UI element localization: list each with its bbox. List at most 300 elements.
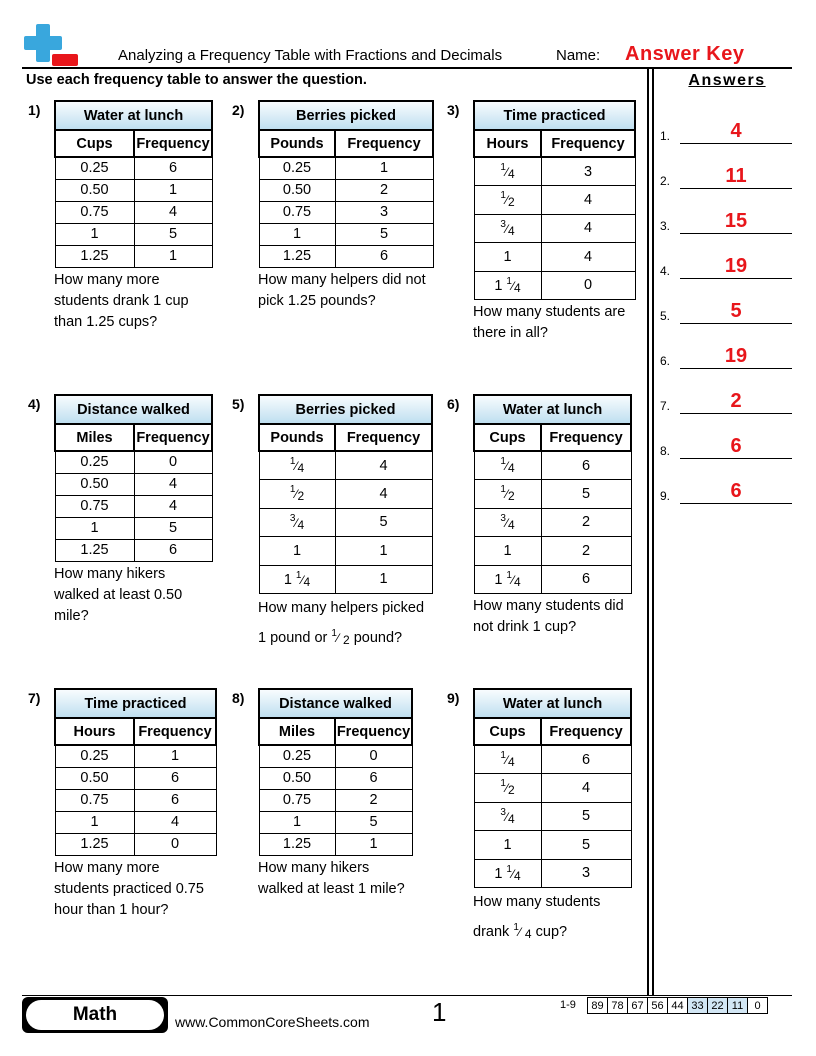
subject-label: Math xyxy=(26,1000,164,1030)
column-header: Frequency xyxy=(134,130,212,157)
whole-number: 1 xyxy=(292,542,302,559)
value-cell: 0.50 xyxy=(55,179,134,201)
frequency-cell: 1 xyxy=(335,537,432,566)
value-cell: $^1⁄_2$ xyxy=(259,480,335,509)
score-cell: 11 xyxy=(728,998,748,1014)
answer-blank-line xyxy=(680,188,792,189)
value-cell: 0.25 xyxy=(55,745,134,767)
fraction-numerator: 3 xyxy=(500,512,506,524)
fraction-numerator: 1 xyxy=(506,569,512,581)
answer-blank-line xyxy=(680,413,792,414)
problem-7 xyxy=(28,688,217,921)
fraction-numerator: 1 xyxy=(500,750,506,761)
subject-badge xyxy=(22,997,168,1033)
value-cell: 1 xyxy=(55,223,134,245)
frequency-table xyxy=(473,394,632,594)
column-header: Miles xyxy=(55,424,134,451)
answer-value: 5 xyxy=(730,300,742,322)
table-title: Water at lunch xyxy=(474,395,631,424)
frequency-cell: 1 xyxy=(134,179,212,201)
value-cell: 1.25 xyxy=(259,245,335,267)
frequency-cell: 4 xyxy=(335,480,432,509)
table-row xyxy=(259,480,432,509)
question-text: How many students are there in all? xyxy=(473,304,626,341)
frequency-cell: 5 xyxy=(541,802,631,831)
value-cell: 0.25 xyxy=(259,745,335,767)
frequency-cell: 1 xyxy=(335,833,412,855)
answer-value: 19 xyxy=(724,345,748,367)
problem-number: 1) xyxy=(28,102,41,118)
column-header: Frequency xyxy=(134,718,216,745)
answer-value: 6 xyxy=(730,435,742,457)
answer-blank-line xyxy=(680,278,792,279)
table-title: Distance walked xyxy=(259,689,412,718)
table-row xyxy=(259,789,412,811)
value-cell: 1.25 xyxy=(55,245,134,267)
value-cell: 0.75 xyxy=(55,495,134,517)
answer-value: 11 xyxy=(725,165,747,187)
frequency-cell: 4 xyxy=(134,495,212,517)
fraction-denominator: 4 xyxy=(507,461,515,475)
column-header: Frequency xyxy=(541,130,635,157)
table-row xyxy=(55,767,216,789)
frequency-table xyxy=(54,688,217,856)
fraction-numerator: 1 xyxy=(295,569,302,581)
frequency-table xyxy=(54,100,213,268)
answer-number: 5. xyxy=(660,309,671,323)
fraction-numerator: 1 xyxy=(500,484,506,496)
frequency-cell: 4 xyxy=(134,201,212,223)
answer-number: 7. xyxy=(660,399,671,413)
value-cell: 0.25 xyxy=(55,157,134,179)
value-cell: 1 $^1⁄_4$ xyxy=(474,859,541,888)
table-row xyxy=(474,565,631,594)
fraction-denominator: 4 xyxy=(507,755,515,769)
frequency-cell: 4 xyxy=(134,811,216,833)
value-cell: 1 xyxy=(55,517,134,539)
table-row xyxy=(55,157,212,179)
column-header: Frequency xyxy=(335,718,412,745)
answer-number: 3. xyxy=(660,219,671,233)
answer-number: 9. xyxy=(660,489,671,503)
whole-number: 1 xyxy=(494,277,503,294)
table-row xyxy=(55,223,212,245)
table-row xyxy=(55,745,216,767)
frequency-table xyxy=(258,394,433,594)
fraction-denominator: 2 xyxy=(507,783,515,798)
whole-number: 1 xyxy=(503,542,512,559)
column-divider xyxy=(647,69,654,995)
table-row xyxy=(474,271,635,300)
value-cell: $^1⁄_2$ xyxy=(474,774,541,803)
frequency-cell: 4 xyxy=(541,186,635,215)
fraction-denominator: 2 xyxy=(507,489,515,504)
fraction-numerator: 3 xyxy=(289,512,296,524)
value-cell: 0.50 xyxy=(259,767,335,789)
column-header: Frequency xyxy=(541,424,631,451)
table-row xyxy=(474,802,631,831)
table-row xyxy=(474,480,631,509)
table-row xyxy=(259,565,432,594)
table-title: Berries picked xyxy=(259,395,432,424)
frequency-cell: 2 xyxy=(541,508,631,537)
table-row xyxy=(474,774,631,803)
answer-blank-line xyxy=(680,503,792,504)
value-cell: $^1⁄_4$ xyxy=(474,451,541,480)
fraction-denominator: 4 xyxy=(524,927,532,941)
frequency-cell: 4 xyxy=(541,774,631,803)
fraction-denominator: 2 xyxy=(507,195,515,210)
frequency-cell: 5 xyxy=(541,480,631,509)
fraction-numerator: 1 xyxy=(500,456,506,467)
value-cell xyxy=(474,243,541,272)
answer-blank-line xyxy=(680,458,792,459)
score-cell: 33 xyxy=(688,998,708,1014)
table-row xyxy=(55,451,212,473)
whole-number: 1 xyxy=(503,836,512,853)
value-cell: $^3⁄_4$ xyxy=(474,508,541,537)
table-row xyxy=(259,811,412,833)
problem-8 xyxy=(232,688,413,900)
answer-blank-line xyxy=(680,143,792,144)
frequency-table xyxy=(258,688,413,856)
frequency-table xyxy=(54,394,213,562)
table-row xyxy=(55,539,212,561)
value-cell: 0.50 xyxy=(55,473,134,495)
frequency-cell: 1 xyxy=(335,565,432,594)
answer-key-label: Answer Key xyxy=(625,43,745,65)
value-cell: $^3⁄_4$ xyxy=(259,508,335,537)
fraction-denominator: 4 xyxy=(514,574,521,589)
table-row xyxy=(259,451,432,480)
table-row xyxy=(474,537,631,566)
frequency-table xyxy=(258,100,434,268)
frequency-cell: 6 xyxy=(134,789,216,811)
table-title: Berries picked xyxy=(259,101,433,130)
fraction-denominator: 4 xyxy=(507,223,515,238)
question-text: How many more students practiced 0.75 hour than 1 hour? xyxy=(54,859,204,918)
frequency-cell: 6 xyxy=(134,157,212,179)
problem-2 xyxy=(232,100,434,312)
problem-number: 5) xyxy=(232,396,245,412)
frequency-cell: 6 xyxy=(335,767,412,789)
fraction-numerator: 1 xyxy=(500,162,506,173)
value-cell: 0.75 xyxy=(259,201,335,223)
frequency-cell: 5 xyxy=(335,508,432,537)
frequency-table xyxy=(473,100,636,300)
column-header: Frequency xyxy=(541,718,631,745)
score-range-label: 1-9 xyxy=(560,999,576,1011)
answer-value: 2 xyxy=(730,390,742,412)
value-cell: 0.75 xyxy=(55,201,134,223)
answer-value: 15 xyxy=(724,210,748,232)
frequency-cell: 2 xyxy=(335,789,412,811)
table-row xyxy=(474,831,631,860)
value-cell xyxy=(474,537,541,566)
value-cell: 1 xyxy=(259,223,335,245)
table-row xyxy=(259,179,433,201)
table-row xyxy=(55,833,216,855)
fraction-numerator: 1 xyxy=(500,778,506,790)
frequency-cell: 5 xyxy=(335,223,433,245)
problem-1 xyxy=(28,100,213,333)
frequency-cell: 3 xyxy=(541,859,631,888)
answer-row xyxy=(660,342,794,372)
value-cell: 0.25 xyxy=(55,451,134,473)
score-cell: 67 xyxy=(628,998,648,1014)
frequency-cell: 0 xyxy=(335,745,412,767)
table-row xyxy=(259,745,412,767)
fraction-numerator: 1 xyxy=(331,628,337,639)
answer-number: 2. xyxy=(660,174,671,188)
value-cell: 1 $^1⁄_4$ xyxy=(474,565,541,594)
table-row xyxy=(259,833,412,855)
whole-number: 1 xyxy=(503,248,512,265)
score-cell: 22 xyxy=(708,998,728,1014)
frequency-cell: 3 xyxy=(541,157,635,186)
fraction-denominator: 4 xyxy=(297,461,305,475)
plus-minus-logo xyxy=(22,22,78,70)
value-cell: 0.50 xyxy=(259,179,335,201)
table-title: Distance walked xyxy=(55,395,212,424)
question-text: How many more students drank 1 cup than 1.25 cups? xyxy=(54,271,189,330)
column-header: Miles xyxy=(259,718,335,745)
question-text: How many hikers walked at least 1 mile? xyxy=(258,859,405,897)
answer-number: 1. xyxy=(660,129,671,143)
frequency-cell: 6 xyxy=(134,767,216,789)
fraction-denominator: 4 xyxy=(303,574,311,589)
value-cell: $^1⁄_2$ xyxy=(474,186,541,215)
answer-row xyxy=(660,297,794,327)
page-number: 1 xyxy=(432,997,447,1027)
table-title: Water at lunch xyxy=(474,689,631,718)
value-cell: $^1⁄_4$ xyxy=(474,745,541,774)
question-text: How many hikers walked at least 0.50 mile? xyxy=(54,565,183,624)
frequency-cell: 5 xyxy=(335,811,412,833)
problem-3 xyxy=(447,100,636,344)
value-cell: $^3⁄_4$ xyxy=(474,802,541,831)
column-header: Frequency xyxy=(335,424,432,451)
frequency-cell: 4 xyxy=(541,214,635,243)
fraction-denominator: 4 xyxy=(507,517,515,532)
column-header: Cups xyxy=(474,718,541,745)
question-text: How many students drank $^1$⁄ $_4$ cup? xyxy=(473,894,601,941)
answer-row xyxy=(660,477,794,507)
table-row xyxy=(474,157,635,186)
answer-blank-line xyxy=(680,368,792,369)
table-row xyxy=(474,243,635,272)
score-table xyxy=(587,997,768,1014)
value-cell: 0.50 xyxy=(55,767,134,789)
whole-number: 1 xyxy=(494,865,503,882)
column-header: Pounds xyxy=(259,424,335,451)
problem-number: 7) xyxy=(28,690,41,706)
fraction-denominator: 4 xyxy=(507,167,515,181)
answer-row xyxy=(660,252,794,282)
frequency-cell: 0 xyxy=(541,271,635,300)
fraction-numerator: 1 xyxy=(289,456,296,467)
column-header: Cups xyxy=(55,130,134,157)
table-row xyxy=(259,537,432,566)
whole-number: 1 xyxy=(283,571,292,588)
frequency-cell: 1 xyxy=(134,745,216,767)
table-row xyxy=(55,245,212,267)
fraction-numerator: 3 xyxy=(500,806,506,818)
frequency-cell: 4 xyxy=(541,243,635,272)
table-row xyxy=(259,157,433,179)
name-label: Name: xyxy=(556,47,601,64)
table-row xyxy=(55,495,212,517)
value-cell: $^3⁄_4$ xyxy=(474,214,541,243)
value-cell: 1 xyxy=(55,811,134,833)
frequency-cell: 2 xyxy=(541,537,631,566)
answers-title: Answers xyxy=(688,72,766,89)
problem-9 xyxy=(447,688,632,947)
table-row xyxy=(259,201,433,223)
answer-value: 4 xyxy=(730,120,742,142)
fraction-denominator: 4 xyxy=(507,811,515,826)
footer-rule xyxy=(22,995,792,996)
column-header: Hours xyxy=(474,130,541,157)
value-cell: $^1⁄_2$ xyxy=(474,480,541,509)
value-cell: 1 $^1⁄_4$ xyxy=(259,565,335,594)
frequency-cell: 1 xyxy=(134,245,212,267)
frequency-cell: 6 xyxy=(134,539,212,561)
answer-row xyxy=(660,117,794,147)
frequency-cell: 6 xyxy=(541,451,631,480)
question-text: How many helpers did not pick 1.25 pounds? xyxy=(258,271,426,309)
value-cell xyxy=(474,831,541,860)
column-header: Frequency xyxy=(134,424,212,451)
problem-number: 8) xyxy=(232,690,245,706)
table-row xyxy=(259,767,412,789)
table-row xyxy=(474,745,631,774)
table-row xyxy=(474,214,635,243)
question-text: How many helpers picked 1 pound or $^1$⁄ $_2$ pound? xyxy=(258,600,425,647)
frequency-table xyxy=(473,688,632,888)
table-row xyxy=(55,201,212,223)
fraction-numerator: 1 xyxy=(513,922,519,933)
fraction-denominator: 4 xyxy=(297,517,305,532)
fraction-denominator: 4 xyxy=(514,868,521,883)
frequency-cell: 5 xyxy=(541,831,631,860)
value-cell: 0.75 xyxy=(259,789,335,811)
website-link: www.CommonCoreSheets.com xyxy=(175,1014,370,1030)
frequency-cell: 4 xyxy=(134,473,212,495)
fraction-denominator: 2 xyxy=(297,489,305,504)
problem-number: 9) xyxy=(447,690,460,706)
score-cell: 44 xyxy=(668,998,688,1014)
frequency-cell: 0 xyxy=(134,451,212,473)
whole-number: 1 xyxy=(494,571,503,588)
value-cell: 1 xyxy=(259,811,335,833)
table-row xyxy=(474,859,631,888)
column-header: Cups xyxy=(474,424,541,451)
score-cell: 89 xyxy=(588,998,608,1014)
value-cell: 1 $^1⁄_4$ xyxy=(474,271,541,300)
question-text: How many students did not drink 1 cup? xyxy=(473,598,624,635)
value-cell: 1.25 xyxy=(259,833,335,855)
fraction-numerator: 1 xyxy=(500,190,506,202)
frequency-cell: 5 xyxy=(134,517,212,539)
frequency-cell: 6 xyxy=(541,745,631,774)
problem-5 xyxy=(232,394,433,653)
value-cell: 0.25 xyxy=(259,157,335,179)
problem-number: 2) xyxy=(232,102,245,118)
answer-row xyxy=(660,387,794,417)
frequency-cell: 3 xyxy=(335,201,433,223)
header-rule xyxy=(22,67,792,69)
problem-number: 4) xyxy=(28,396,41,412)
answer-blank-line xyxy=(680,233,792,234)
table-row xyxy=(259,508,432,537)
frequency-cell: 6 xyxy=(335,245,433,267)
answer-number: 6. xyxy=(660,354,671,368)
frequency-cell: 4 xyxy=(335,451,432,480)
fraction-numerator: 1 xyxy=(506,863,512,875)
answer-value: 19 xyxy=(724,255,748,277)
worksheet-title: Analyzing a Frequency Table with Fractions and Decimals xyxy=(118,47,503,64)
answer-row xyxy=(660,432,794,462)
answer-number: 8. xyxy=(660,444,671,458)
column-header: Pounds xyxy=(259,130,335,157)
value-cell: $^1⁄_4$ xyxy=(259,451,335,480)
frequency-cell: 6 xyxy=(541,565,631,594)
fraction-denominator: 4 xyxy=(514,280,521,295)
value-cell: $^1⁄_4$ xyxy=(474,157,541,186)
score-cell: 56 xyxy=(648,998,668,1014)
column-header: Hours xyxy=(55,718,134,745)
frequency-cell: 5 xyxy=(134,223,212,245)
frequency-cell: 2 xyxy=(335,179,433,201)
table-row xyxy=(259,223,433,245)
answer-value: 6 xyxy=(730,480,742,502)
table-row xyxy=(55,179,212,201)
table-row xyxy=(55,517,212,539)
frequency-cell: 1 xyxy=(335,157,433,179)
table-row xyxy=(474,451,631,480)
problem-number: 3) xyxy=(447,102,460,118)
table-row xyxy=(55,473,212,495)
problem-number: 6) xyxy=(447,396,460,412)
table-row xyxy=(55,811,216,833)
answer-row xyxy=(660,207,794,237)
answer-row xyxy=(660,162,794,192)
table-row xyxy=(474,186,635,215)
table-title: Water at lunch xyxy=(55,101,212,130)
answer-blank-line xyxy=(680,323,792,324)
problem-6 xyxy=(447,394,632,638)
fraction-denominator: 2 xyxy=(342,633,350,647)
table-row xyxy=(259,245,433,267)
column-header: Frequency xyxy=(335,130,433,157)
answer-number: 4. xyxy=(660,264,671,278)
table-row xyxy=(474,508,631,537)
fraction-numerator: 1 xyxy=(506,275,512,287)
frequency-cell: 0 xyxy=(134,833,216,855)
value-cell: 1.25 xyxy=(55,833,134,855)
instructions: Use each frequency table to answer the question. xyxy=(26,72,367,88)
value-cell: 0.75 xyxy=(55,789,134,811)
table-title: Time practiced xyxy=(474,101,635,130)
score-cell: 0 xyxy=(748,998,768,1014)
value-cell: 1.25 xyxy=(55,539,134,561)
score-cell: 78 xyxy=(608,998,628,1014)
fraction-numerator: 1 xyxy=(289,484,296,496)
problem-4 xyxy=(28,394,213,627)
fraction-numerator: 3 xyxy=(500,218,506,230)
table-title: Time practiced xyxy=(55,689,216,718)
